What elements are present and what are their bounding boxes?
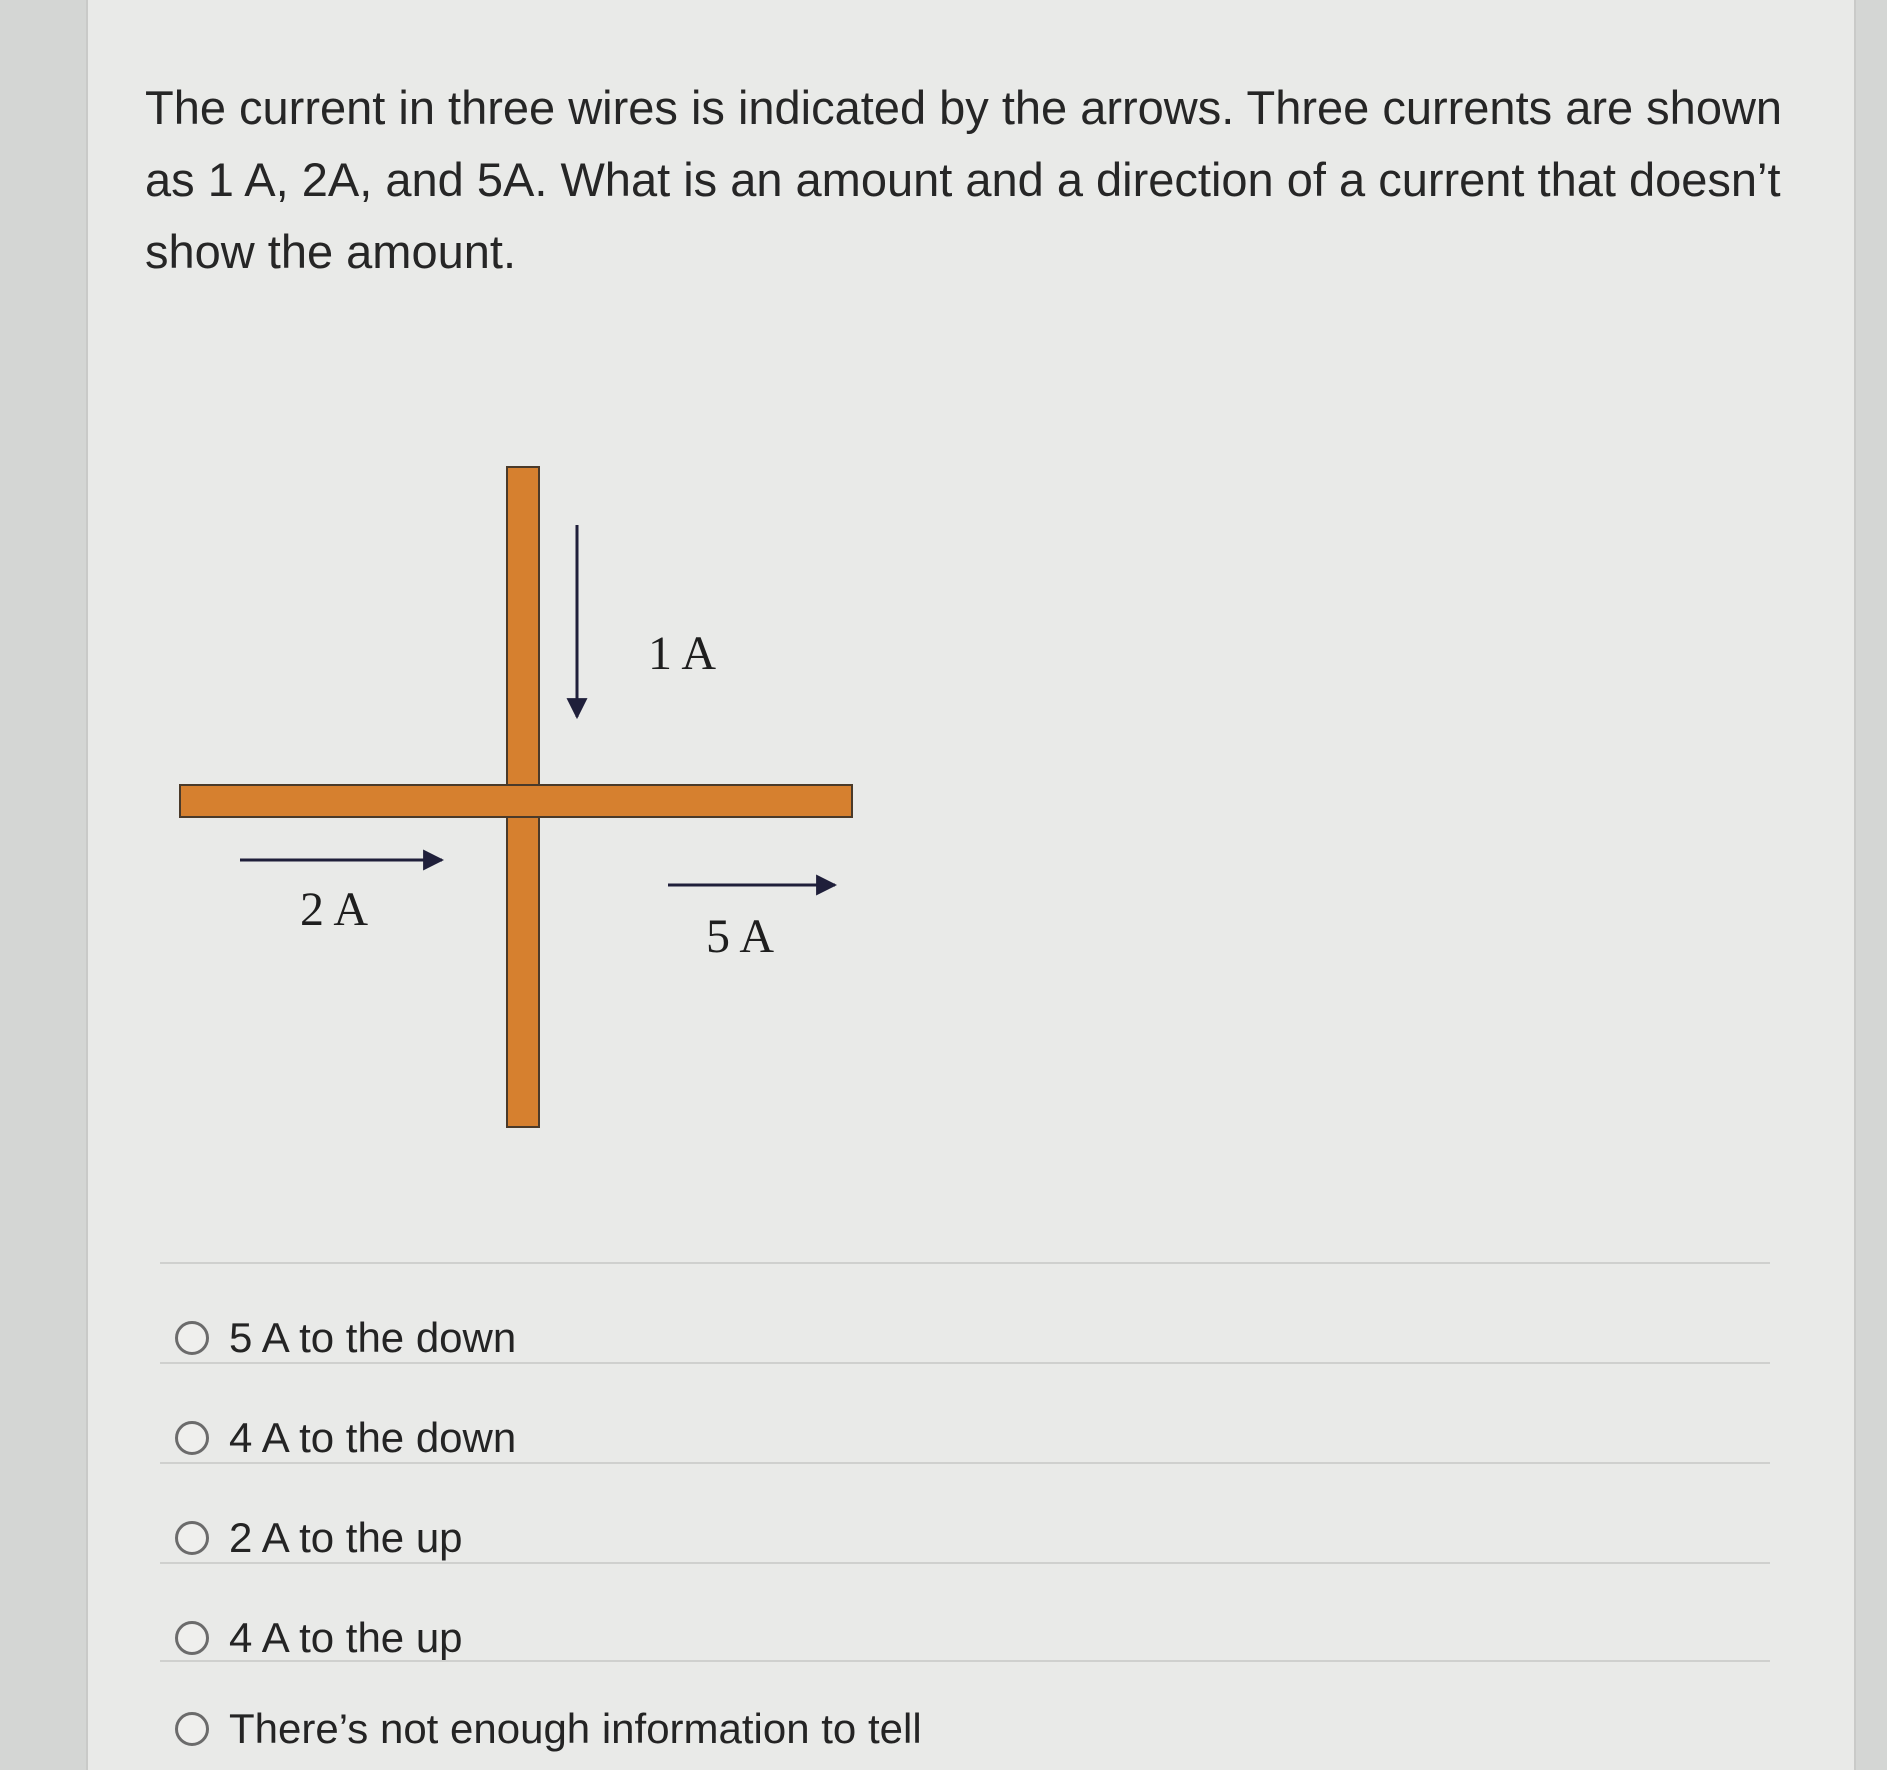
option-label: 2 A to the up — [229, 1514, 463, 1561]
option-label: 5 A to the down — [229, 1314, 517, 1361]
option-4a-up[interactable] — [175, 1603, 463, 1673]
label-5a: 5 A — [706, 910, 775, 963]
label-1a: 1 A — [648, 627, 717, 680]
option-divider — [160, 1462, 1770, 1464]
question-text: The current in three wires is indicated by the arrows. Three currents are shown as 1 A, 2A, and 5A. What is an amount and a direction of a current that doesn’t show the amount. — [145, 81, 1783, 278]
option-divider — [160, 1660, 1770, 1662]
option-label: 4 A to the down — [229, 1414, 517, 1461]
radio-button[interactable] — [175, 1521, 209, 1555]
circuit-diagram — [170, 455, 870, 1155]
options-top-divider — [160, 1262, 1770, 1264]
radio-button[interactable] — [175, 1321, 209, 1355]
option-not-enough-info[interactable] — [175, 1694, 922, 1764]
option-divider — [160, 1562, 1770, 1564]
radio-button[interactable] — [175, 1712, 209, 1746]
radio-button[interactable] — [175, 1421, 209, 1455]
option-divider — [160, 1362, 1770, 1364]
option-label: 4 A to the up — [229, 1614, 463, 1661]
horizontal-wire — [180, 785, 852, 817]
circuit-svg — [170, 455, 870, 1155]
option-label: There’s not enough information to tell — [229, 1705, 922, 1752]
radio-button[interactable] — [175, 1621, 209, 1655]
label-2a: 2 A — [300, 883, 369, 936]
